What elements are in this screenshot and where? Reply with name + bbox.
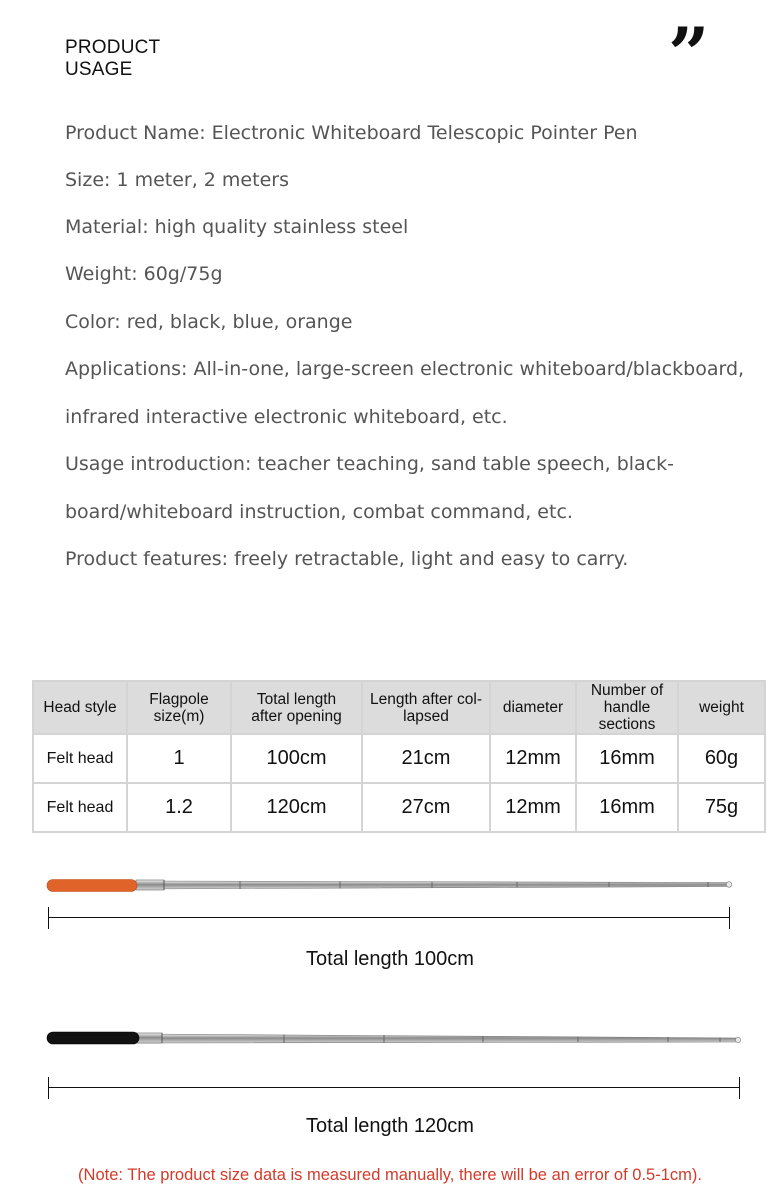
header-total-length: Total length after opening (231, 681, 362, 734)
pointer-image-120cm (44, 1028, 744, 1052)
cell-total-length: 120cm (231, 783, 362, 832)
info-color: Color: red, black, blue, orange (65, 311, 353, 333)
cell-total-length: 100cm (231, 734, 362, 783)
cell-diameter: 12mm (490, 734, 576, 783)
table-row (33, 734, 765, 783)
header-diameter: diameter (490, 681, 576, 734)
section-title-line1: PRODUCT (65, 37, 161, 58)
info-usage: Usage introduction: teacher teaching, sand table speech, black- (65, 453, 674, 475)
cell-flagpole-size: 1.2 (127, 783, 231, 832)
cell-head-style: Felt head (33, 783, 127, 832)
cell-collapsed-length: 27cm (362, 783, 490, 832)
info-size: Size: 1 meter, 2 meters (65, 169, 289, 191)
section-title-line2: USAGE (65, 59, 133, 80)
cell-weight: 60g (678, 734, 765, 783)
dimension-line-120cm (48, 1077, 740, 1097)
cell-head-style: Felt head (33, 734, 127, 783)
quote-mark-icon: ” (668, 11, 704, 96)
pointer-image-100cm (44, 874, 734, 898)
cell-collapsed-length: 21cm (362, 734, 490, 783)
cell-weight: 75g (678, 783, 765, 832)
cell-handle-sections: 16mm (576, 734, 678, 783)
measurement-note: (Note: The product size data is measured manually, there will be an error of 0.5-1cm). (78, 1166, 702, 1184)
pointer-handle-120cm (47, 1032, 139, 1044)
info-features: Product features: freely retractable, light and easy to carry. (65, 548, 629, 570)
cell-flagpole-size: 1 (127, 734, 231, 783)
cell-handle-sections: 16mm (576, 783, 678, 832)
table-row (33, 783, 765, 832)
header-handle-sections: Number of handle sections (576, 681, 678, 734)
header-head-style: Head style (33, 681, 127, 734)
cell-diameter: 12mm (490, 783, 576, 832)
caption-120cm: Total length 120cm (306, 1115, 474, 1137)
section-title (65, 37, 160, 81)
caption-100cm: Total length 100cm (306, 948, 474, 970)
table-header-row (33, 681, 765, 734)
info-applications-cont: infrared interactive electronic whiteboard, etc. (65, 406, 508, 428)
pointer-handle-100cm (47, 880, 137, 892)
dimension-line-100cm (48, 907, 730, 927)
info-usage-cont: board/whiteboard instruction, combat command, etc. (65, 501, 573, 523)
spec-table (32, 680, 766, 833)
header-collapsed-length: Length after col- lapsed (362, 681, 490, 734)
info-material: Material: high quality stainless steel (65, 216, 409, 238)
info-applications: Applications: All-in-one, large-screen electronic whiteboard/blackboard, (65, 358, 745, 380)
header-weight: weight (678, 681, 765, 734)
header-flagpole-size: Flagpole size(m) (127, 681, 231, 734)
info-product-name: Product Name: Electronic Whiteboard Telescopic Pointer Pen (65, 122, 638, 144)
info-weight: Weight: 60g/75g (65, 263, 223, 285)
